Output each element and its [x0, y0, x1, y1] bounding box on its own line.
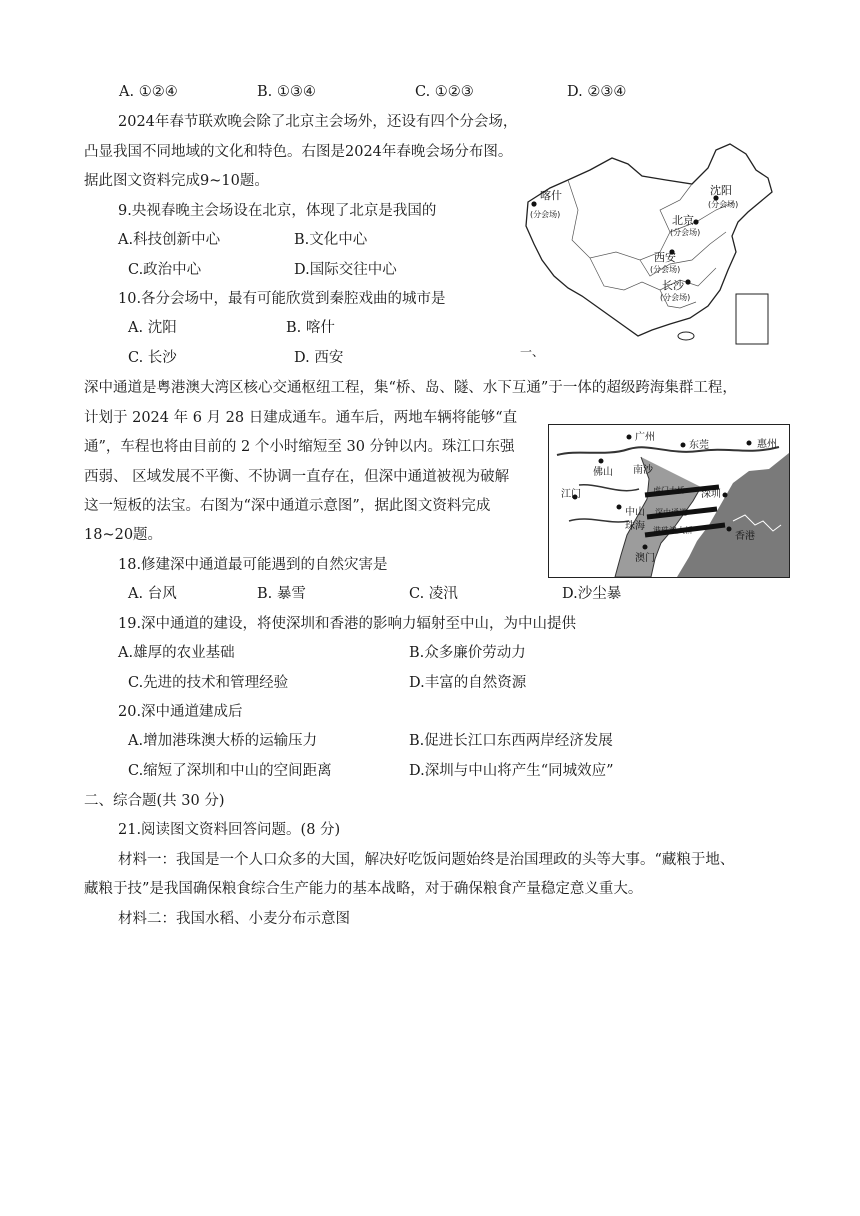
intro-9-10-line-3: 据此图文资料完成9~10题。 — [84, 173, 269, 189]
intro-9-10-line-2: 凸显我国不同地域的文化和特色。右图是2024年春晚会场分布图。 — [84, 144, 513, 160]
q8-option-d: D. ②③④ — [567, 84, 627, 100]
kashi-label: 喀什 — [540, 189, 562, 202]
intro-18-20-line-5: 这一短板的法宝。右图为“深中通道示意图”，据此图文资料完成 — [84, 498, 491, 514]
shenyang-label: 沈阳 — [710, 184, 732, 197]
q8-option-b: B. ①③④ — [257, 84, 316, 100]
gala-venue-map — [520, 140, 778, 350]
q21-stem: 21.阅读图文资料回答问题。(8 分) — [118, 822, 341, 838]
q10-option-c: C. 长沙 — [128, 350, 177, 366]
guangzhou-label: 广州 — [635, 432, 655, 443]
q8-option-c: C. ①②③ — [415, 84, 474, 100]
changsha-sub-label: (分会场) — [660, 293, 691, 302]
kashi-dot — [531, 201, 536, 206]
foshan-label: 佛山 — [593, 467, 613, 478]
beijing-label: 北京 — [672, 214, 694, 227]
hongkong-label: 香港 — [735, 531, 755, 542]
changsha-label: 长沙 — [662, 279, 684, 292]
q20-option-b: B.促进长江口东西两岸经济发展 — [409, 733, 613, 749]
material-1-line-1: 材料一：我国是一个人口众多的大国，解决好吃饭问题始终是治国理政的头等大事。“藏粮于地、 — [118, 852, 735, 868]
beijing-sub-label: (分会场) — [670, 228, 701, 237]
q10-option-a: A. 沈阳 — [128, 320, 177, 336]
macau-label: 澳门 — [635, 553, 655, 564]
q9-option-d: D.国际交往中心 — [294, 262, 397, 278]
intro-9-10-line-1: 2024年春节联欢晚会除了北京主会场外，还设有四个分会场， — [118, 114, 518, 130]
q10-option-b: B. 喀什 — [286, 320, 335, 336]
q19-option-d: D.丰富的自然资源 — [409, 675, 527, 691]
q20-option-d: D.深圳与中山将产生“同城效应” — [409, 763, 614, 779]
q18-option-a: A. 台风 — [128, 586, 177, 602]
q18-option-d: D.沙尘暴 — [562, 586, 622, 602]
q10-stem: 10.各分会场中，最有可能欣赏到秦腔戏曲的城市是 — [118, 291, 446, 307]
intro-18-20-line-2: 计划于 2024 年 6 月 28 日建成通车。通车后，两地车辆将能够“直 — [84, 410, 518, 426]
shenzhong-link-map — [548, 424, 790, 578]
intro-18-20-line-3: 通”，车程也将由目前的 2 个小时缩短至 30 分钟以内。珠江口东强 — [84, 439, 515, 455]
china-outline-map — [520, 140, 778, 350]
beijing-dot — [693, 219, 698, 224]
q8-option-a: A. ①②④ — [119, 84, 178, 100]
zhongshan-label: 中山 — [625, 507, 645, 518]
nansha-label: 南沙 — [633, 465, 653, 476]
q9-option-c: C.政治中心 — [128, 262, 202, 278]
q20-option-c: C.缩短了深圳和中山的空间距离 — [128, 763, 332, 779]
kashi-sub-label: (分会场) — [530, 210, 561, 219]
dongguan-label: 东莞 — [689, 440, 709, 451]
zhuhai-label: 珠海 — [625, 521, 645, 532]
section-2-title: 二、综合题(共 30 分) — [84, 793, 225, 809]
q18-stem: 18.修建深中通道最可能遇到的自然灾害是 — [118, 557, 388, 573]
material-2-caption: 材料二：我国水稻、小麦分布示意图 — [118, 911, 350, 927]
q20-option-a: A.增加港珠澳大桥的运输压力 — [128, 733, 318, 749]
shenzhong-link-label: 深中通道 — [655, 508, 687, 517]
q9-stem: 9.央视春晚主会场设在北京，体现了北京是我国的 — [118, 203, 437, 219]
q19-option-a: A.雄厚的农业基础 — [118, 645, 235, 661]
q9-option-b: B.文化中心 — [294, 232, 368, 248]
material-1-line-2: 藏粮于技”是我国确保粮食综合生产能力的基本战略，对于确保粮食产量稳定意义重大。 — [84, 881, 643, 897]
q9-option-a: A.科技创新中心 — [118, 232, 221, 248]
stray-mark: 一、 — [520, 345, 545, 359]
q18-option-b: B. 暴雪 — [257, 586, 306, 602]
shenyang-sub-label: (分会场) — [708, 200, 739, 209]
intro-18-20-line-4: 西弱、 区域发展不平衡、不协调一直存在，但深中通道被视为破解 — [84, 469, 510, 485]
xian-label: 西安 — [654, 251, 676, 264]
jiangmen-label: 江门 — [561, 489, 581, 500]
intro-18-20-line-1: 深中通道是粤港澳大湾区核心交通枢纽工程，集“桥、岛、隧、水下互通”于一体的超级跨海集群工程， — [84, 380, 737, 396]
shenzhen-label: 深圳 — [701, 489, 721, 500]
china-outline — [526, 144, 772, 336]
humen-bridge-label: 虎门大桥 — [653, 486, 685, 495]
q19-option-c: C.先进的技术和管理经验 — [128, 675, 289, 691]
q18-option-c: C. 凌汛 — [409, 586, 458, 602]
q19-option-b: B.众多廉价劳动力 — [409, 645, 526, 661]
q20-stem: 20.深中通道建成后 — [118, 704, 243, 720]
intro-18-20-line-6: 18~20题。 — [84, 527, 163, 543]
q10-option-d: D. 西安 — [294, 350, 344, 366]
hzm-bridge-label: 港珠澳大桥 — [653, 526, 693, 535]
q19-stem: 19.深中通道的建设，将使深圳和香港的影响力辐射至中山，为中山提供 — [118, 616, 577, 632]
xian-sub-label: (分会场) — [650, 265, 681, 274]
changsha-dot — [685, 279, 690, 284]
huizhou-label: 惠州 — [757, 439, 777, 450]
